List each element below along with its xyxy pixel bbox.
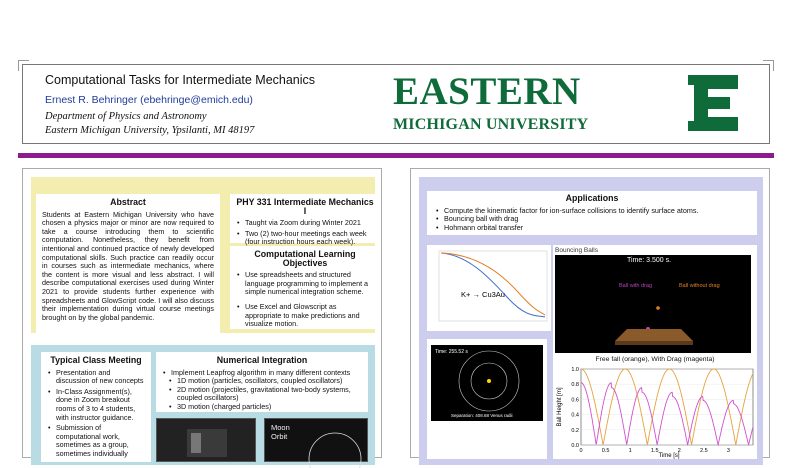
kinematic-label: K+ → Cu3Au bbox=[461, 290, 505, 299]
simulation-thumbnail bbox=[156, 418, 256, 462]
objectives-box bbox=[230, 246, 380, 329]
with-drag-label: Ball with drag bbox=[619, 283, 653, 289]
university-location: Eastern Michigan University, Ypsilanti, MI 48197 bbox=[45, 125, 255, 136]
kinematic-curves bbox=[427, 245, 551, 331]
abstract-heading: Abstract bbox=[110, 197, 146, 207]
right-column bbox=[410, 168, 770, 458]
hohmann-separation: Separation: 408.68 Venus radii bbox=[451, 413, 513, 418]
free-fall-chart bbox=[553, 365, 757, 459]
list-item: • Hohmann orbital transfer bbox=[435, 224, 749, 233]
numerical-heading: Numerical Integration bbox=[216, 355, 308, 365]
moon-label: Moon bbox=[271, 423, 290, 432]
hohmann-time: Time: 255.52 s bbox=[435, 349, 468, 355]
y-tick-label: 0.8 bbox=[571, 382, 579, 389]
poster-header bbox=[22, 64, 770, 144]
list-item: • Use Excel and Glowscript as appropriate to make predictions and visualize motion. bbox=[236, 303, 374, 329]
intro-section bbox=[31, 177, 375, 333]
objectives-heading: Computational Learning Objectives bbox=[254, 249, 356, 268]
list-item: • Submission of computational work, sometimes as a group, sometimes individually bbox=[47, 424, 145, 458]
kinematic-factor-chart bbox=[427, 245, 551, 331]
class-meeting-heading: Typical Class Meeting bbox=[50, 355, 142, 365]
phy331-heading: PHY 331 Intermediate Mechanics I bbox=[236, 197, 374, 216]
author-email[interactable]: Ernest R. Behringer (ebehringe@emich.edu) bbox=[45, 94, 253, 106]
x-tick-label: 1 bbox=[628, 448, 632, 454]
x-tick-label: 1.5 bbox=[650, 448, 659, 454]
x-tick-label: 2 bbox=[677, 448, 681, 454]
abstract-text: Students at Eastern Michigan University who have chosen a physics major or minor are now required to take a course introducing them to scientific computation. Nonetheless, they benefit from intentional and continued practice of newly developed computational skills. Such practice can readily occur in courses such as intermediate mechanics, where the content is more visual and less abstract. I will describe computational exercises used during Winter 2021 to provide students further experience with spreadsheets and GlowScript code. I will also discuss their implementation during virtual course meetings brought on by the global pandemic. bbox=[42, 209, 214, 322]
applications-heading: Applications bbox=[565, 193, 619, 203]
bouncing-balls-scene bbox=[555, 255, 751, 353]
list-item: • 1D motion (particles, oscillators, coupled oscillators) bbox=[168, 377, 362, 386]
x-tick-label: 2.5 bbox=[700, 448, 708, 454]
y-axis-label: Ball Height [m] bbox=[557, 387, 563, 427]
accent-divider bbox=[18, 153, 774, 158]
y-tick-label: 0.4 bbox=[571, 412, 579, 419]
abstract-box bbox=[36, 194, 220, 339]
emu-e-logo-icon bbox=[686, 73, 741, 133]
simulation-scene-icon bbox=[157, 419, 257, 463]
orbit-label: Orbit bbox=[271, 431, 288, 441]
department: Department of Physics and Astronomy bbox=[45, 111, 207, 122]
bouncing-time: Time: 3.500 s. bbox=[627, 257, 672, 264]
y-tick-label: 0.6 bbox=[571, 397, 579, 404]
list-item: • Compute the kinematic factor for ion-surface collisions to identify surface atoms. bbox=[435, 207, 749, 216]
without-drag-label: Ball without drag bbox=[679, 283, 720, 289]
y-tick-label: 1.0 bbox=[571, 367, 579, 373]
moon-orbit-thumbnail bbox=[264, 418, 368, 462]
numerical-integration-box bbox=[156, 352, 368, 412]
list-item: • In-Class Assignment(s), done in Zoom breakout rooms of 3 to 4 students, with instructor guidance. bbox=[47, 388, 145, 422]
phy331-box bbox=[230, 194, 380, 247]
poster-title: Computational Tasks for Intermediate Mechanics bbox=[45, 73, 316, 87]
x-axis-label: Time [s] bbox=[658, 453, 680, 459]
list-item: • Use spreadsheets and structured language programming to implement a simple numerical integration scheme. bbox=[236, 271, 374, 297]
list-item: • Two (2) two-hour meetings each week (four instruction hours each week). bbox=[236, 230, 374, 247]
hohmann-transfer-panel bbox=[427, 339, 547, 459]
floor-platform-icon bbox=[555, 255, 751, 353]
left-column bbox=[22, 168, 382, 458]
chart-title: Free fall (orange), With Drag (magenta) bbox=[595, 356, 715, 363]
list-item: • 2D motion (projectiles, gravitational two-body systems, coupled oscillators) bbox=[168, 386, 362, 403]
x-tick-label: 3 bbox=[726, 448, 730, 454]
list-item: • Implement Leapfrog algorithm in many different contexts bbox=[162, 369, 362, 378]
x-tick-label: 0 bbox=[579, 448, 583, 454]
class-meeting-box bbox=[41, 352, 151, 462]
plot-frame bbox=[581, 369, 753, 445]
y-tick-label: 0.0 bbox=[571, 443, 579, 449]
list-item: • 3D motion (charged particles) bbox=[168, 403, 362, 412]
list-item: • Bouncing ball with drag bbox=[435, 215, 749, 224]
hohmann-orbit-diagram bbox=[427, 339, 547, 459]
logo-university-text: MICHIGAN UNIVERSITY bbox=[393, 116, 589, 133]
x-tick-label: 0.5 bbox=[601, 448, 610, 454]
applications-box bbox=[427, 191, 757, 235]
list-item: • Presentation and discussion of new concepts bbox=[47, 369, 145, 386]
bouncing-balls-label: Bouncing Balls bbox=[555, 247, 598, 254]
y-tick-label: 0.2 bbox=[571, 427, 579, 434]
logo-eastern-text: EASTERN bbox=[393, 70, 581, 113]
bouncing-balls-panel bbox=[553, 245, 757, 459]
list-item: • Taught via Zoom during Winter 2021 bbox=[236, 219, 374, 228]
